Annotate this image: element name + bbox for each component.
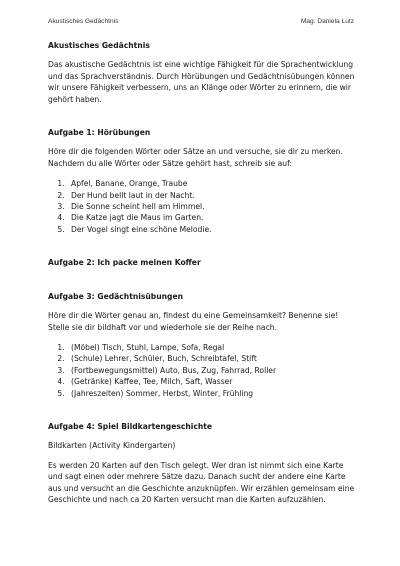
list-item: 2. (Schule) Lehrer, Schüler, Buch, Schreibtafel, Stift [67, 353, 358, 364]
task4-heading: Aufgabe 4: Spiel Bildkartengeschichte [48, 421, 213, 431]
list-item: 2. Der Hund bellt laut in der Nacht. [67, 190, 358, 201]
task1-list [48, 178, 358, 235]
list-item: 5. Der Vogel singt eine schöne Melodie. [67, 224, 358, 235]
task1-heading: Aufgabe 1: Hörübungen [48, 128, 151, 138]
page-header [48, 18, 354, 25]
task2-heading: Aufgabe 2: Ich packe meinen Koffer [48, 258, 201, 268]
task4-text: Es werden 20 Karten auf den Tisch gelegt. Wer dran ist nimmt sich eine Karte und sagt einen oder mehrere Sätze dazu. Danach sucht der andere eine Karte aus und versucht an die Geschichte anzuknüpfen. Wir erzählen gemeinsam eine Geschichte und nach ca 20 Karten versucht man die Karten aufzuzählen. [48, 460, 355, 504]
list-item: 4. Die Katze jagt die Maus im Garten. [67, 212, 358, 223]
document-title: Akustisches Gedächtnis [48, 41, 150, 50]
task4-subtitle: Bildkarten (Activity Kindergarten) [48, 441, 176, 451]
list-item: 3. Die Sonne scheint hell am Himmel. [67, 201, 358, 212]
list-item: 1. Apfel, Banane, Orange, Traube [67, 178, 358, 189]
header-right: Mag. Daniela Lutz [300, 18, 354, 25]
list-item: 4. (Getränke) Kaffee, Tee, Milch, Saft, Wasser [67, 376, 358, 387]
header-left: Akustisches Gedächtnis [48, 18, 119, 25]
document-body [48, 40, 358, 505]
list-item: 3. (Fortbewegungsmittel) Auto, Bus, Zug, Fahrrad, Roller [67, 365, 358, 376]
list-item: 5. (Jahreszeiten) Sommer, Herbst, Winter, Frühling [67, 388, 358, 399]
intro-paragraph: Das akustische Gedächtnis ist eine wichtige Fähigkeit für die Sprachentwicklung und das Sprachverständnis. Durch Hörübungen und Gedächtnisübungen können wir unsere Fähigkeit verbessern, uns an Klänge oder Wörter zu erinnern, die wir gehört haben. [48, 60, 355, 104]
task3-list [48, 342, 358, 399]
task3-text: Höre dir die Wörter genau an, findest du eine Gemeinsamkeit? Benenne sie! Stelle sie dir bildhaft vor und wiederhole sie der Reihe nach. [48, 311, 339, 332]
list-item: 1. (Möbel) Tisch, Stuhl, Lampe, Sofa, Regal [67, 342, 358, 353]
task1-text: Höre dir die folgenden Wörter oder Sätze an und versuche, sie dir zu merken. Nachdem du alle Wörter oder Sätze gehört hast, schreib sie auf: [48, 147, 343, 168]
task3-heading: Aufgabe 3: Gedächtnisübungen [48, 291, 183, 301]
